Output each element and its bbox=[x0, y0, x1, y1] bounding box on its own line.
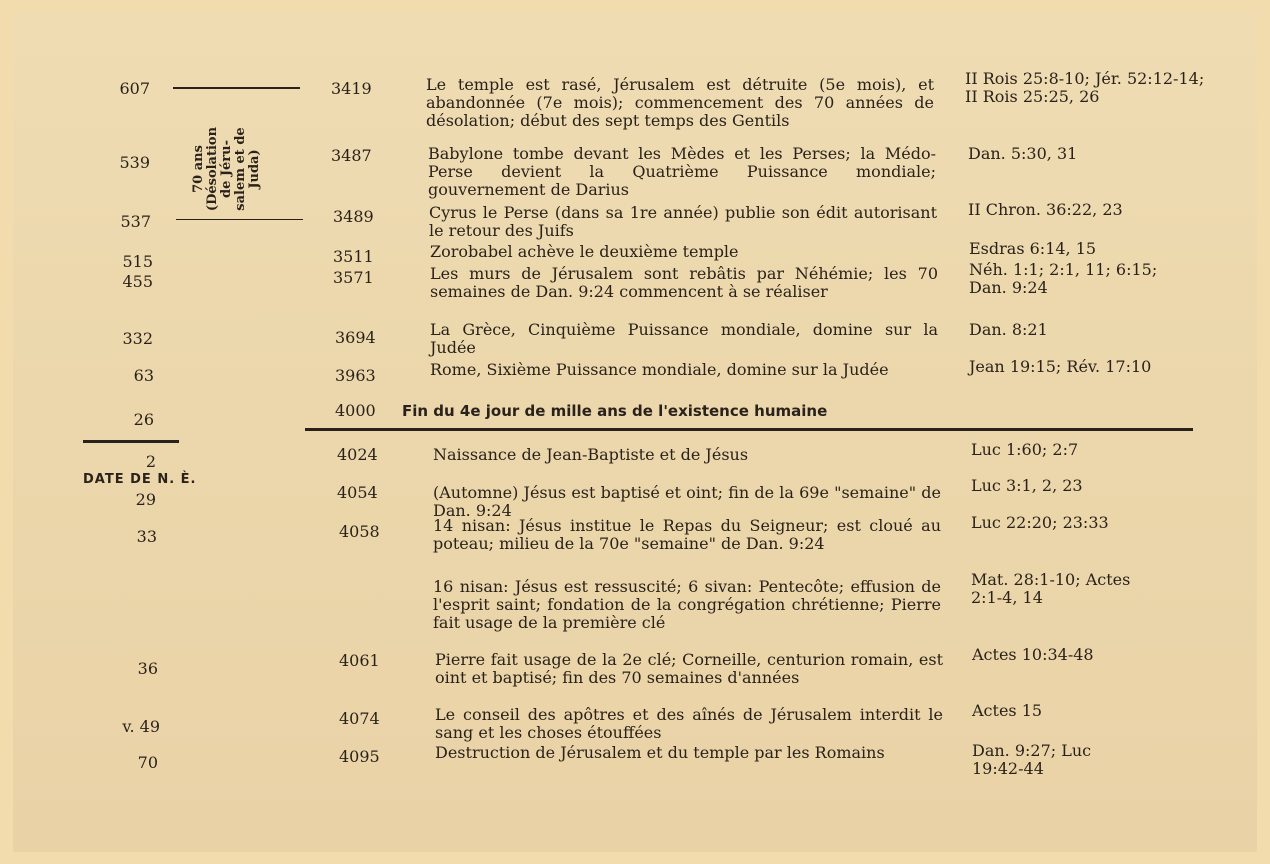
reference: Luc 22:20; 23:33 bbox=[971, 513, 1109, 532]
year: 36 bbox=[137, 659, 158, 678]
event: Rome, Sixième Puissance mondiale, domine sur la Judée bbox=[430, 360, 889, 379]
event: Le conseil des apôtres et des aînés de Jérusalem interdit le sang et les choses étouffées bbox=[435, 705, 943, 742]
event: Les murs de Jérusalem sont rebâtis par Néhémie; les 70 semaines de Dan. 9:24 commencent à se réaliser bbox=[430, 264, 938, 301]
year: 26 bbox=[133, 410, 154, 429]
reference: Luc 3:1, 2, 23 bbox=[971, 476, 1083, 495]
anno-mundi: 4024 bbox=[337, 445, 378, 464]
reference: Dan. 9:27; Luc 19:42-44 bbox=[972, 741, 1092, 778]
desolation-note: 70 ans (Désolation de Jéru- salem et de Juda) bbox=[191, 126, 262, 212]
year: 29 bbox=[135, 490, 156, 509]
reference: Actes 15 bbox=[972, 701, 1043, 720]
era-label: DATE DE N. È. bbox=[83, 472, 197, 487]
anno-mundi: 4061 bbox=[339, 651, 380, 670]
reference: Esdras 6:14, 15 bbox=[969, 239, 1097, 258]
event: Naissance de Jean-Baptiste et de Jésus bbox=[433, 445, 749, 464]
event: Destruction de Jérusalem et du temple par les Romains bbox=[435, 743, 885, 762]
reference: Néh. 1:1; 2:1, 11; 6:15; Dan. 9:24 bbox=[969, 260, 1158, 297]
anno-mundi: 4074 bbox=[339, 709, 380, 728]
anno-mundi: 4054 bbox=[337, 483, 378, 502]
reference: II Chron. 36:22, 23 bbox=[968, 200, 1123, 219]
reference: Jean 19:15; Rév. 17:10 bbox=[969, 357, 1152, 376]
year: 607 bbox=[119, 79, 150, 98]
reference: Dan. 5:30, 31 bbox=[968, 144, 1078, 163]
year: 455 bbox=[122, 272, 153, 291]
anno-mundi: 3487 bbox=[331, 146, 372, 165]
rule-left-era bbox=[83, 440, 179, 443]
year: 63 bbox=[133, 366, 154, 385]
reference: Actes 10:34-48 bbox=[972, 645, 1094, 664]
event: Zorobabel achève le deuxième temple bbox=[430, 242, 739, 261]
anno-mundi: 4095 bbox=[339, 747, 380, 766]
rule-main-era bbox=[305, 428, 1193, 431]
event: Babylone tombe devant les Mèdes et les Perses; la Médo-Perse devient la Quatrième Puissance mondiale; gouvernement de Darius bbox=[428, 144, 936, 199]
reference: Dan. 8:21 bbox=[969, 320, 1048, 339]
year: 537 bbox=[120, 212, 151, 231]
year: 70 bbox=[137, 753, 158, 772]
anno-mundi: 3571 bbox=[333, 268, 374, 287]
reference: II Rois 25:8-10; Jér. 52:12-14; II Rois 25:25, 26 bbox=[965, 69, 1205, 106]
event: Fin du 4e jour de mille ans de l'existence humaine bbox=[402, 402, 828, 420]
anno-mundi: 3963 bbox=[335, 366, 376, 385]
reference: Mat. 28:1-10; Actes 2:1-4, 14 bbox=[971, 570, 1131, 607]
event: Cyrus le Perse (dans sa 1re année) publie son édit autorisant le retour des Juifs bbox=[429, 203, 937, 240]
event: Le temple est rasé, Jérusalem est détruite (5e mois), et abandonnée (7e mois); commencement des 70 années de désolation; début des sept temps des Gentils bbox=[426, 75, 934, 130]
year: 332 bbox=[122, 329, 153, 348]
event: 16 nisan: Jésus est ressuscité; 6 sivan: Pentecôte; effusion de l'esprit saint; fondation de la congrégation chrétienne; Pierre fait usage de la première clé bbox=[433, 577, 941, 632]
year: 515 bbox=[122, 252, 153, 271]
page bbox=[13, 12, 1257, 852]
event: Pierre fait usage de la 2e clé; Corneille, centurion romain, est oint et baptisé; fin des 70 semaines d'années bbox=[435, 650, 943, 687]
rule-537 bbox=[176, 219, 303, 220]
anno-mundi: 3489 bbox=[333, 207, 374, 226]
anno-mundi: 4000 bbox=[335, 401, 376, 420]
anno-mundi: 4058 bbox=[339, 522, 380, 541]
reference: Luc 1:60; 2:7 bbox=[971, 440, 1079, 459]
event: La Grèce, Cinquième Puissance mondiale, domine sur la Judée bbox=[430, 320, 938, 357]
year: 539 bbox=[119, 153, 150, 172]
rule-607 bbox=[173, 87, 300, 89]
year: 2 bbox=[145, 452, 156, 471]
event: 14 nisan: Jésus institue le Repas du Seigneur; est cloué au poteau; milieu de la 70e "semaine" de Dan. 9:24 bbox=[433, 516, 941, 553]
anno-mundi: 3419 bbox=[331, 79, 372, 98]
anno-mundi: 3511 bbox=[333, 247, 374, 266]
anno-mundi: 3694 bbox=[335, 328, 376, 347]
year: 33 bbox=[136, 527, 157, 546]
event: (Automne) Jésus est baptisé et oint; fin de la 69e "semaine" de Dan. 9:24 bbox=[433, 483, 941, 520]
year: v. 49 bbox=[122, 717, 160, 736]
